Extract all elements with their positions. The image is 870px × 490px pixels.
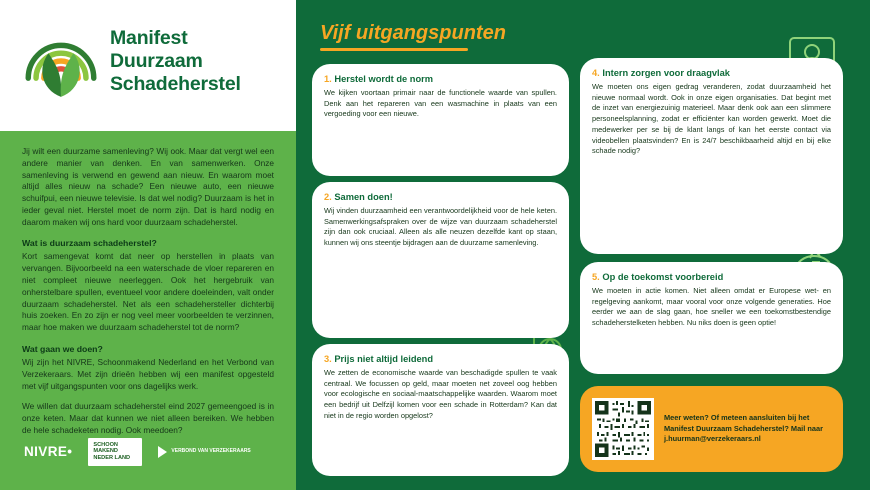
card-2-title: Samen doen! bbox=[334, 192, 393, 202]
card-3-number: 3. bbox=[324, 354, 332, 364]
cta-block[interactable] bbox=[580, 386, 843, 472]
card-1-title: Herstel wordt de norm bbox=[334, 74, 434, 84]
card-1-number: 1. bbox=[324, 74, 332, 84]
card-2-number: 2. bbox=[324, 192, 332, 202]
card-3-heading bbox=[324, 354, 557, 364]
card-5-number: 5. bbox=[592, 272, 600, 282]
card-5 bbox=[580, 262, 843, 374]
title-underline bbox=[320, 48, 468, 51]
card-5-heading bbox=[592, 272, 831, 282]
card-4-number: 4. bbox=[592, 68, 600, 78]
brand-line-1: Manifest bbox=[110, 26, 188, 49]
card-2-heading bbox=[324, 192, 557, 202]
verbond-van-verzekeraars-logo bbox=[158, 446, 250, 458]
card-2-body: Wij vinden duurzaamheid een verantwoordelijkheid voor de hele keten. Samenwerkingsafspraken over de wijze van duurzaam schadeherstel zijn dan ook cruciaal. Alleen als alle neuzen dezelfde kant op staan, kunnen wij ons steentje bijdragen aan de duurzame samenleving. bbox=[324, 206, 557, 248]
card-4 bbox=[580, 58, 843, 254]
nivre-logo bbox=[24, 444, 72, 459]
cta-text: Meer weten? Of meteen aansluiten bij het Manifest Duurzaam Schadeherstel? Mail naar j.huurman@verzekeraars.nl bbox=[664, 412, 823, 444]
card-1-body: We kijken voortaan primair naar de functionele waarde van spullen. Denk aan het repareren van een wasmachine in plaats van een vergoeding voor een nieuwe. bbox=[324, 88, 557, 119]
verbond-label: VERBOND VAN VERZEKERAARS bbox=[171, 447, 251, 454]
left-text-column bbox=[22, 146, 274, 446]
qr-code-icon[interactable] bbox=[592, 398, 654, 460]
schoonmakend-nederland-logo: SCHOON MAKEND NEDER LAND bbox=[88, 438, 142, 466]
leaf-rainbow-logo-icon bbox=[22, 22, 100, 100]
triangle-icon bbox=[158, 446, 167, 458]
card-1 bbox=[312, 64, 569, 176]
left-panel bbox=[0, 0, 296, 490]
right-panel bbox=[296, 0, 870, 490]
body-what-we-do-2: We willen dat duurzaam schadeherstel eind 2027 gemeengoed is in onze keten. Maar dat kunnen we niet alleen bereiken. We hebben de hele schadeketen nodig. Ook meedoen? bbox=[22, 401, 274, 435]
body-what-is: Kort samengevat komt dat neer op herstellen in plaats van vervangen. Bijvoorbeeld na een waterschade de vloer repareren en niet compleet nieuwe neerleggen. Ook het hergebruik van onherstelbare spullen, eventueel voor andere doeleinden, valt onder duurzaam schadeherstel. Net als een schadehersteller dichterbij huis zoeken. En zo zijn er nog veel meer voorbeelden te verzinnen, maar hoe maken we duurzaam schadeherstel tot de norm? bbox=[22, 251, 274, 333]
nivre-label: NIVRE bbox=[24, 444, 68, 460]
card-3-title: Prijs niet altijd leidend bbox=[334, 354, 434, 364]
card-2 bbox=[312, 182, 569, 338]
card-4-body: We moeten ons eigen gedrag veranderen, zodat duurzaamheid het nieuwe normaal wordt. Ook in onze eigen organisaties. Dat begint met de inzet van energiezuinig materieel. Maar denk ook aan een slimmere personeelsplanning, zodat er efficiënter kan worden gewerkt. Moet die medewerker per se bij de klant langs of kan het eerste contact via videobellen plaatsvinden? En is 24/7 beschikbaarheid altijd en bij elke schade nodig? bbox=[592, 82, 831, 156]
brand-name bbox=[110, 27, 241, 96]
card-3-body: We zetten de economische waarde van beschadigde spullen te vaak centraal. We focussen op geld, maar moeten net zoveel oog hebben voor ecologische en sociaal-maatschappelijke waarden. Waarom moet een bedrijf uit Delfzijl komen voor een schade in Rotterdam? Kan dat niet in de regio worden opgelost? bbox=[324, 368, 557, 420]
card-5-body: We moeten in actie komen. Niet alleen omdat er Europese wet- en regelgeving aankomt, maar vooral voor onze volgende generaties. Hoe eerder we aan de slag gaan, hoe sneller we een toekomstbestendige schadeherstelketen hebben. Nu niks doen is geen optie! bbox=[592, 286, 831, 328]
brand-line-3: Schadeherstel bbox=[110, 72, 241, 95]
card-4-heading bbox=[592, 68, 831, 78]
intro-paragraph: Jij wilt een duurzame samenleving? Wij ook. Maar dat vergt wel een andere manier van denken. En van samenwerken. Onze samenleving is verwend en gewend aan nieuw. En waarom moet altijd alles nieuw na schade? Een nieuwe auto, een nieuwe schuifpui, een nieuwe televisie. Is dat wel nodig? Duurzaam is het in ieder geval niet. Herstel moet de norm zijn. Dat is hard nodig en daarom maken wij ons hard voor duurzaam schadeherstel. bbox=[22, 146, 274, 227]
card-3 bbox=[312, 344, 569, 476]
nivre-dot: • bbox=[67, 444, 73, 460]
partner-logos bbox=[24, 438, 251, 466]
brand-logo bbox=[22, 22, 241, 100]
body-what-we-do-1: Wij zijn het NIVRE, Schoonmakend Nederland en het Verbond van Verzekeraars. Met zijn drieën hebben wij een manifest opgesteld met vijf uitgangspunten voor ons dagelijks werk. bbox=[22, 356, 274, 391]
page-title: Vijf uitgangspunten bbox=[320, 22, 506, 44]
card-5-title: Op de toekomst voorbereid bbox=[602, 272, 724, 282]
card-1-heading bbox=[324, 74, 557, 84]
heading-what-we-do: Wat gaan we doen? bbox=[22, 343, 103, 354]
brand-line-2: Duurzaam bbox=[110, 49, 203, 72]
heading-what-is: Wat is duurzaam schadeherstel? bbox=[22, 238, 157, 249]
card-4-title: Intern zorgen voor draagvlak bbox=[602, 68, 730, 78]
